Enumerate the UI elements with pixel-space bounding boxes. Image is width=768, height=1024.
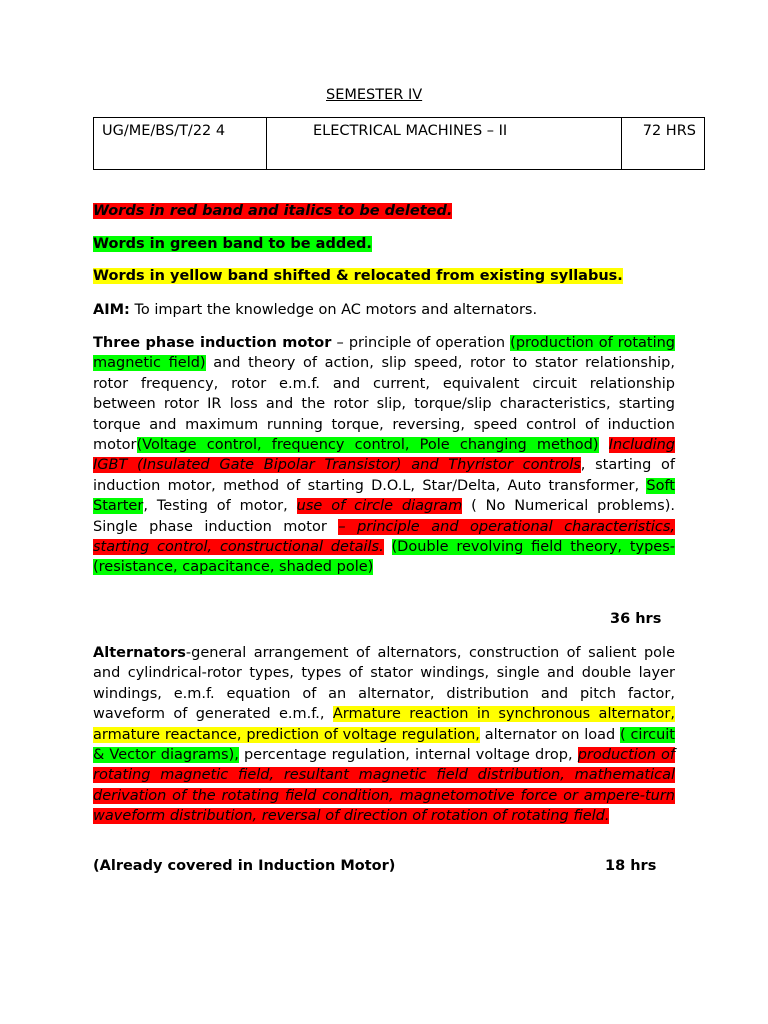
legend-yellow-text: Words in yellow band shifted & relocated from existing syllabus.	[93, 268, 623, 284]
legend-green-text: Words in green band to be added.	[93, 236, 372, 252]
unit2-added-text: ( circuit & Vector diagrams),	[93, 726, 675, 764]
unit2-paragraph	[93, 643, 675, 827]
unit1-paragraph	[93, 333, 675, 578]
aim-label: AIM:	[93, 302, 130, 318]
unit1-added-text: (production of rotating magnetic field)	[93, 335, 676, 372]
semester-title: SEMESTER IV	[326, 87, 423, 103]
unit2-note: (Already covered in Induction Motor)	[93, 858, 396, 874]
unit2-hours: 18 hrs	[605, 858, 657, 874]
unit2-deleted-text: production of rotating magnetic field, resultant magnetic field distribution, mathematical derivation of the rotating field condition, magnetomotive force or ampere-turn waveform distribution, reversal of direction of rotation of rotating field.	[93, 747, 675, 825]
legend-yellow	[93, 268, 623, 284]
legend-red-text: Words in red band and italics to be deleted.	[93, 203, 453, 219]
course-code: UG/ME/BS/T/22 4	[94, 118, 267, 170]
unit1-hours: 36 hrs	[610, 611, 662, 627]
unit1-text: and theory of action, slip speed, rotor to stator relationship, rotor frequency, rotor e.m.f. and current, equivalent circuit relationship between rotor IR loss and the rotor slip, torque/slip characteristics, starting torque and maximum running torque, reversing, speed control of induction motor	[93, 355, 675, 454]
unit2-text: percentage regulation, internal voltage drop,	[238, 747, 578, 764]
unit1-deleted-text: – principle and operational characteristics, starting control, constructional details.	[93, 518, 675, 556]
legend-green	[93, 236, 372, 252]
unit2-text: alternator on load	[479, 726, 620, 743]
course-header-table	[93, 117, 705, 170]
unit1-added-text: Soft Starter	[93, 477, 675, 515]
course-hours: 72 HRS	[622, 118, 705, 170]
unit2-heading: Alternators	[93, 645, 186, 661]
unit1-deleted-text: Including IGBT (Insulated Gate Bipolar Transistor) and Thyristor controls	[93, 437, 676, 474]
aim-text: To impart the knowledge on AC motors and alternators.	[129, 302, 538, 318]
legend-red	[93, 203, 452, 219]
unit1-text: – principle of operation	[331, 335, 511, 351]
aim-paragraph	[93, 300, 675, 320]
unit2-relocated-text: Armature reaction in synchronous alternator, armature reactance, prediction of voltage regulation,	[93, 706, 675, 743]
course-header-row	[94, 118, 705, 170]
unit2-text: -general arrangement of alternators, construction of salient pole and cylindrical-rotor types, types of stator windings, single and double layer windings, e.m.f. equation of an alternator, distribution and pitch factor, waveform of generated e.m.f.,	[93, 645, 675, 723]
unit1-text: , Testing of motor,	[143, 498, 297, 515]
unit1-text: , starting of induction motor, method of starting D.O.L, Star/Delta, Auto transformer,	[93, 457, 675, 494]
unit1-heading: Three phase induction motor	[93, 335, 332, 351]
unit1-text	[599, 437, 609, 453]
unit1-added-text: (Double revolving field theory, types-(resistance, capacitance, shaded pole)	[93, 539, 676, 576]
unit1-text: ( No Numerical problems). Single phase induction motor	[93, 498, 675, 535]
unit1-text	[384, 539, 392, 555]
unit1-deleted-text: use of circle diagram	[296, 498, 463, 515]
unit1-added-text: (Voltage control, frequency control, Pole changing method)	[136, 437, 599, 454]
course-title: ELECTRICAL MACHINES – II	[267, 118, 622, 170]
